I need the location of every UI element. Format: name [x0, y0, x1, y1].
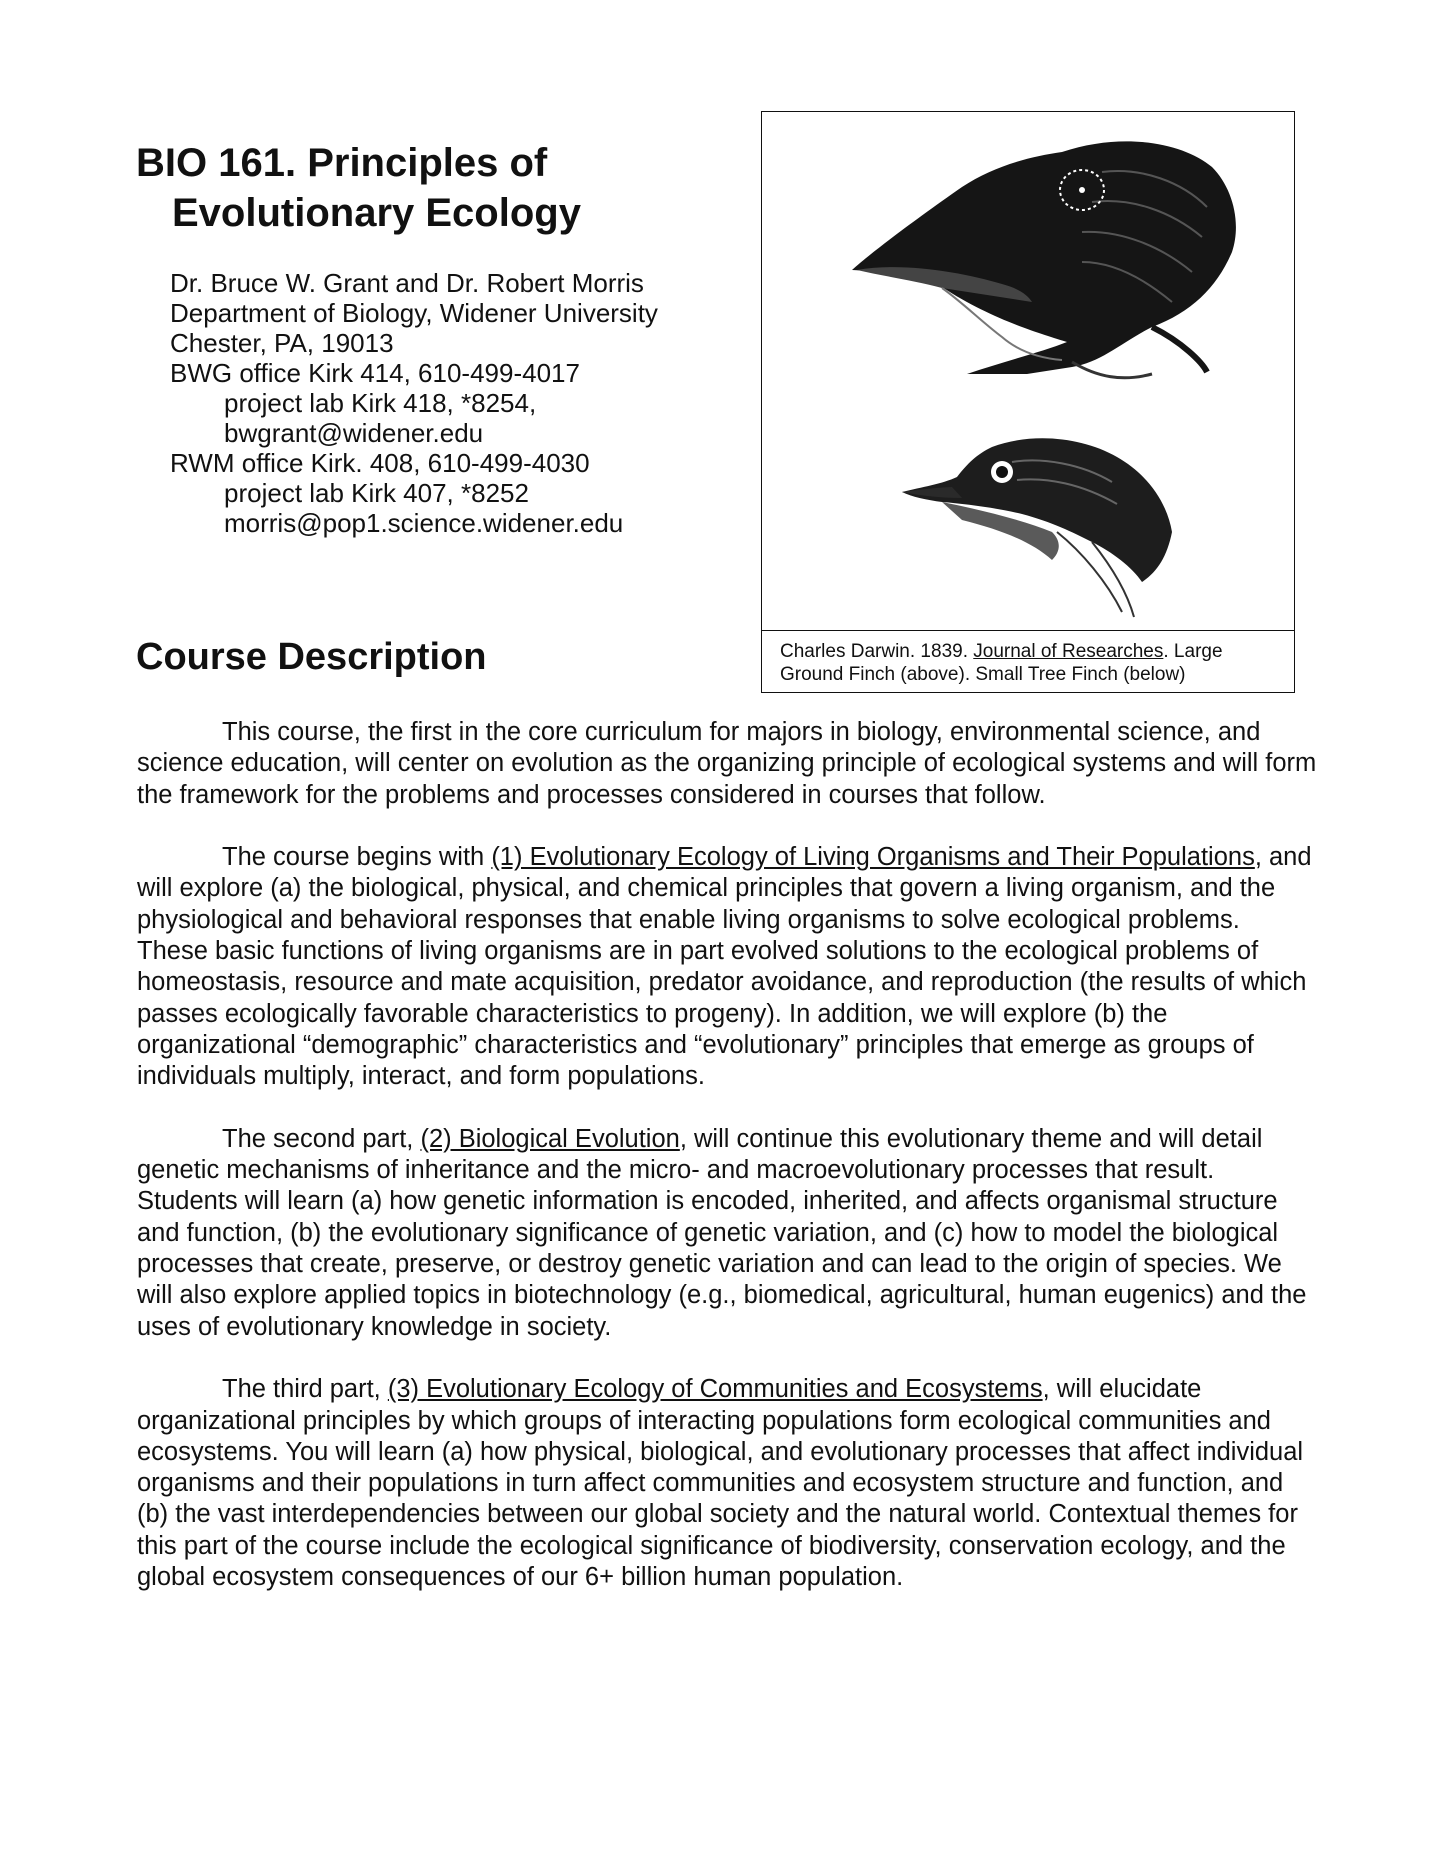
- address-line: Chester, PA, 19013: [170, 328, 394, 358]
- part-2-lead: The second part,: [222, 1124, 421, 1153]
- part-1-lead: The course begins with: [222, 843, 492, 872]
- title-line-1: BIO 161. Principles of: [136, 141, 548, 185]
- part-1-title: (1) Evolutionary Ecology of Living Organisms and Their Populations: [491, 843, 1255, 872]
- finch-heads-illustration: [762, 112, 1293, 630]
- contact-block: [170, 268, 690, 538]
- course-description-body: [137, 717, 1317, 1625]
- finch-figure: [761, 111, 1295, 693]
- part-2-text: , will continue this evolutionary theme and will detail genetic mechanisms of inheritance and the micro- and macroevolutionary processes that result. Students will learn (a) how genetic information is encoded, inherited, and affects organismal structure and function, (b) the evolutionary significance of genetic variation, and (c) how to model the biological processes that create, preserve, or destroy genetic variation and can lead to the origin of species. We will also explore applied topics in biotechnology (e.g., biomedical, agricultural, human eugenics) and the uses of evolutionary knowledge in society.: [137, 1124, 1307, 1341]
- rwm-office-line: RWM office Kirk. 408, 610-499-4030: [170, 448, 590, 478]
- small-tree-finch-head: [902, 438, 1172, 617]
- caption-description: . Large Ground Finch (above). Small Tree Finch (below): [780, 641, 1223, 685]
- large-ground-finch-head: [852, 141, 1236, 377]
- course-description-heading: Course Description: [136, 636, 487, 678]
- paragraph-part-2: [137, 1124, 1317, 1343]
- part-1-text: , and will explore (a) the biological, physical, and chemical principles that govern a living organism, and the physiological and behavioral responses that enable living organisms to solve ecological problems. These basic functions of living organisms are in part evolved solutions to the ecological problems of homeostasis, resource and mate acquisition, predator avoidance, and reproduction (the results of which passes ecologically favorable characteristics to progeny). In addition, we will explore (b) the organizational “demographic” characteristics and “evolutionary” principles that emerge as groups of individuals multiply, interact, and form populations.: [137, 843, 1312, 1091]
- paragraph-part-3: [137, 1374, 1317, 1593]
- bwg-email[interactable]: bwgrant@widener.edu: [224, 418, 484, 448]
- caption-author: Charles Darwin. 1839.: [780, 641, 974, 662]
- paragraph-part-1: [137, 842, 1317, 1092]
- bwg-office-line: BWG office Kirk 414, 610-499-4017: [170, 358, 580, 388]
- part-3-lead: The third part,: [222, 1375, 388, 1404]
- paragraph-intro: This course, the first in the core curriculum for majors in biology, environmental science, and science education, will center on evolution as the organizing principle of ecological systems and will form the framework for the problems and processes considered in courses that follow.: [137, 718, 1317, 809]
- rwm-email[interactable]: morris@pop1.science.widener.edu: [224, 508, 624, 538]
- department-line: Department of Biology, Widener University: [170, 298, 658, 328]
- part-2-title: (2) Biological Evolution: [420, 1124, 680, 1153]
- figure-divider: [762, 630, 1294, 631]
- title-line-2: Evolutionary Ecology: [172, 191, 581, 235]
- part-3-text: , will elucidate organizational principles by which groups of interacting populations form ecological communities and ecosystems. You will learn (a) how physical, biological, and evolutionary processes that affect individual organisms and their populations in turn affect communities and ecosystem structure and function, and (b) the vast interdependencies between our global society and the natural world. Contextual themes for this part of the course include the ecological significance of biodiversity, conservation ecology, and the global ecosystem consequences of our 6+ billion human population.: [137, 1375, 1304, 1592]
- instructors-line: Dr. Bruce W. Grant and Dr. Robert Morris: [170, 268, 644, 298]
- caption-journal-title: Journal of Researches: [973, 641, 1164, 662]
- part-3-title: (3) Evolutionary Ecology of Communities and Ecosystems: [387, 1375, 1043, 1404]
- page-title: [136, 138, 736, 238]
- rwm-lab-line: project lab Kirk 407, *8252: [224, 478, 529, 508]
- figure-caption: [780, 640, 1280, 686]
- bwg-lab-line: project lab Kirk 418, *8254,: [224, 388, 537, 418]
